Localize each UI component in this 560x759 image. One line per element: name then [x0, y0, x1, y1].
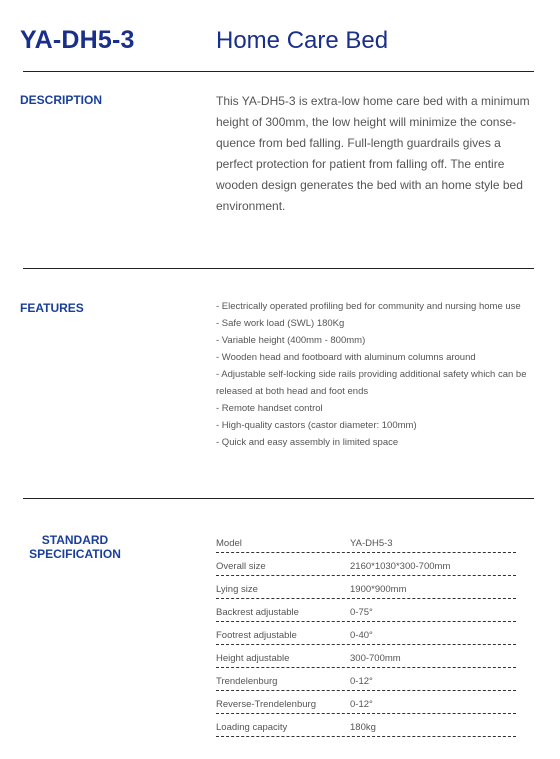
spec-row-reverse-trendelenburg — [216, 691, 516, 714]
feature-item: - Electrically operated profiling bed for community and nursing home use — [216, 301, 521, 312]
divider-description — [23, 268, 534, 269]
feature-item: - Adjustable self-locking side rails providing additional safety which can be released at both head and foot ends — [216, 369, 527, 397]
spec-row-backrest — [216, 599, 516, 622]
spec-label: Overall size — [216, 561, 266, 572]
spec-row-footrest — [216, 622, 516, 645]
spec-row-model — [216, 530, 516, 553]
spec-value: 300-700mm — [350, 653, 401, 664]
spec-row-overall-size — [216, 553, 516, 576]
feature-item: - Variable height (400mm - 800mm) — [216, 335, 366, 346]
spec-label: Height adjustable — [216, 653, 290, 664]
spec-label: Loading capacity — [216, 722, 288, 733]
feature-item: - High-quality castors (castor diameter: 100mm) — [216, 420, 417, 431]
spec-value: 0-12° — [350, 676, 373, 687]
spec-label: Lying size — [216, 584, 258, 595]
spec-value: 0-75° — [350, 607, 373, 618]
spec-label: Footrest adjustable — [216, 630, 297, 641]
features-list — [216, 298, 536, 451]
spec-value: 1900*900mm — [350, 584, 407, 595]
product-title: Home Care Bed — [216, 27, 389, 54]
model-number: YA-DH5-3 — [20, 26, 135, 54]
spec-label: Model — [216, 538, 242, 549]
feature-item: - Quick and easy assembly in limited space — [216, 437, 399, 448]
specification-heading — [20, 533, 130, 561]
divider-top — [23, 71, 534, 72]
spec-row-trendelenburg — [216, 668, 516, 691]
description-text: This YA-DH5-3 is extra-low home care bed with a minimum height of 300mm, the low height will minimize the conse-quence from bed falling. Full-length guardrails gives a perfect protection for patient from falling off. The entire wooden design generates the bed with an home style bed environment. — [216, 94, 530, 213]
spec-label: Trendelenburg — [216, 676, 278, 687]
spec-row-lying-size — [216, 576, 516, 599]
description-heading: DESCRIPTION — [20, 93, 103, 107]
feature-item: - Safe work load (SWL) 180Kg — [216, 318, 345, 329]
spec-value: 0-12° — [350, 699, 373, 710]
features-heading: FEATURES — [20, 301, 84, 315]
feature-item: - Wooden head and footboard with aluminum columns around — [216, 352, 476, 363]
divider-features — [23, 498, 534, 499]
spec-value: YA-DH5-3 — [350, 538, 393, 549]
spec-label: Reverse-Trendelenburg — [216, 699, 316, 710]
feature-item: - Remote handset control — [216, 403, 323, 414]
spec-value: 2160*1030*300-700mm — [350, 561, 451, 572]
spec-value: 180kg — [350, 722, 376, 733]
spec-row-height — [216, 645, 516, 668]
specification-table — [216, 530, 516, 737]
specification-heading-line2: SPECIFICATION — [29, 547, 121, 561]
spec-value: 0-40° — [350, 630, 373, 641]
spec-label: Backrest adjustable — [216, 607, 299, 618]
specification-heading-line1: STANDARD — [41, 533, 109, 547]
spec-row-loading-capacity — [216, 714, 516, 737]
